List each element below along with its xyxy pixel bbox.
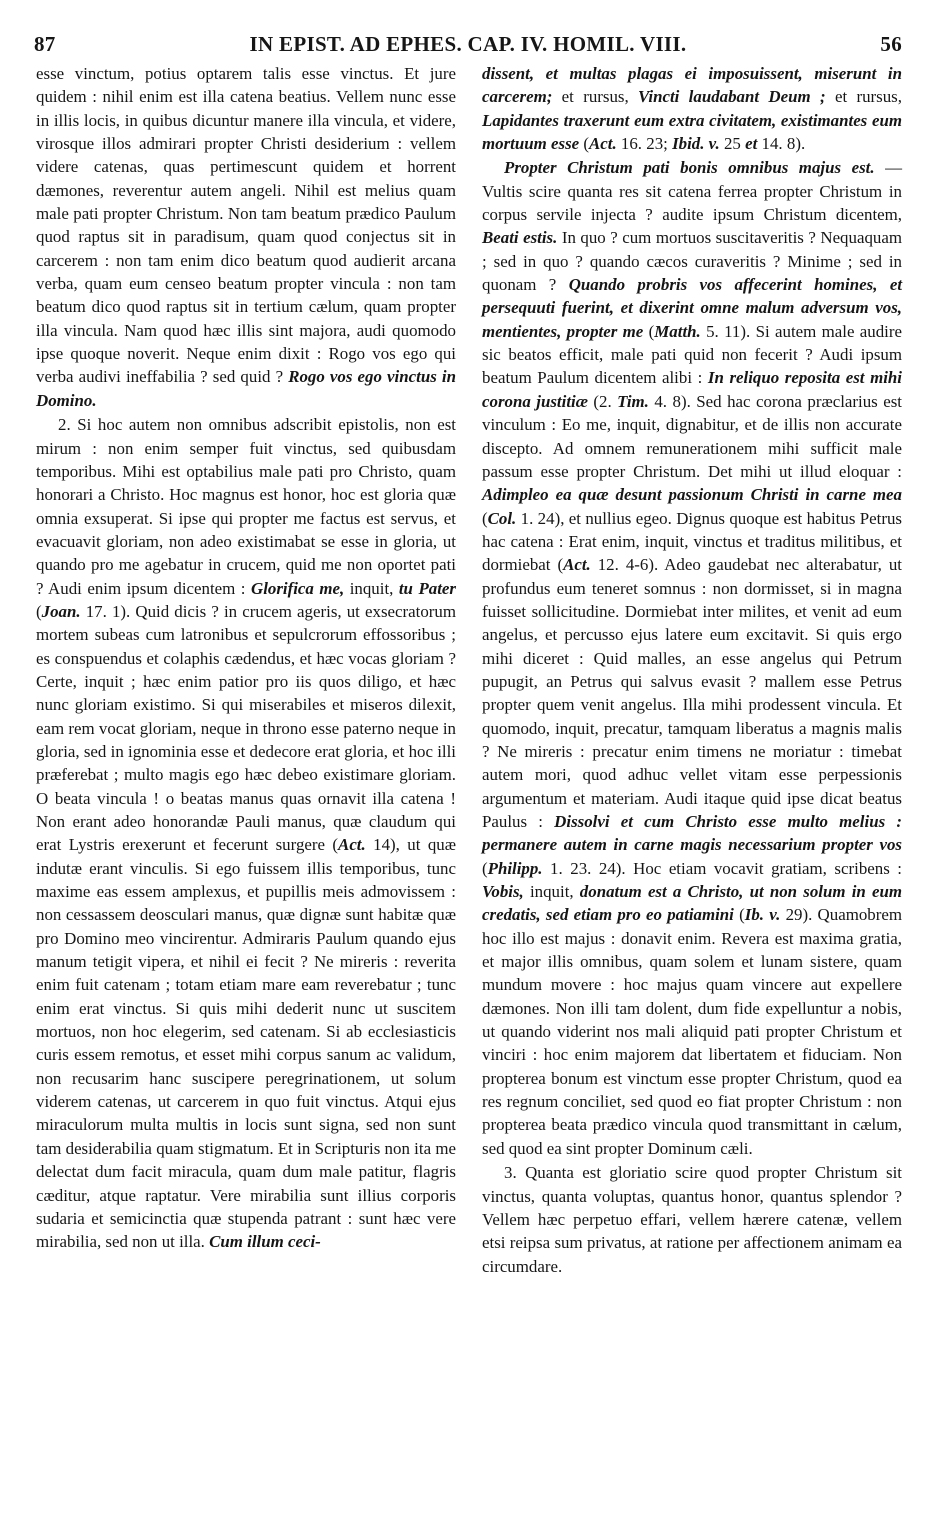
- text-run: inquit,: [523, 882, 580, 902]
- text-run: 29). Quamobrem hoc illo est majus : donavit enim. Revera est maxima gratia, et major illis omnibus, quam solem et lunam sistere, quam mundum movere : hoc majus quam vincere aut expellere dæmones. Non illi tam dolent, dum fide expelluntur a nobis, ut quando viderint nos mali aliquid pati propter Christum et vinciri : hoc enim majorem dat libertatem et fiduciam. Non propterea bonum est vinctum esse propter Christum, quod ea res regnum conciliet, sed quod eo fiat propter Christum : non propterea beata prædico vincula quod transmittant in cælum, sed quod ea sint propter Dominum cæli.: [482, 905, 902, 1158]
- italic-text: Adimpleo ea quæ desunt passionum Christi in carne mea: [482, 485, 902, 505]
- italic-text: Joan.: [41, 601, 81, 621]
- text-run: et rursus,: [825, 87, 902, 107]
- italic-text: Act.: [589, 134, 617, 154]
- page-number-left: 87: [34, 32, 56, 56]
- paragraph: [36, 413, 456, 1253]
- text-run: inquit,: [344, 578, 399, 598]
- italic-text: Lapidantes traxerunt eum extra civitatem, existimantes eum mortuum esse: [482, 110, 902, 154]
- text-run: 14), ut quæ indutæ erant vinculis. Si ego fuissem illis temporibus, tunc maxime eas essem amplexus, et pupillis meis admovissem : non cessassem deosculari manus, quæ dignæ sunt habitæ quæ pro Domino meo vincirentur. Admiraris Paulum quando ejus manum tetigit vipera, et nihil ei fecit ? Ne mireris : reverita enim fuit catenam ; totam etiam mare eam reverebatur ; tunc enim erat vinctus. Si quis mihi dederit nunc ut suscitem mortuos, non hoc elegerim, sed catenam. Si ab ecclesiasticis curis essem remotus, et esset mihi corpus sanum ac validum, non recusarim hanc suscipere peregrinationem, ut solum viderem catenas, ut carcerem in quo fuit vinctus. Atqui ejus miraculorum multa multis in locis sunt signa, sed non sunt tam desiderabilia quam stigmatum. Et in Scripturis non ita me delectat dum facit miracula, quam dum male patitur, flagris cæditur, atque raptatur. Vere mirabilia sunt illius corporis sudaria et semicinctia quæ stupenda patrant : sunt hæc vere mirabilia, sed non ut illa.: [36, 835, 456, 1252]
- italic-text: Vincti laudabant Deum ;: [638, 87, 826, 107]
- text-run: (: [482, 508, 488, 528]
- italic-text: Vobis,: [482, 882, 524, 902]
- italic-text: Ib. v.: [744, 905, 781, 925]
- italic-text: Tim.: [617, 391, 649, 411]
- text-run: 2. Si hoc autem non omnibus adscribit epistolis, non est mirum : non enim semper fuit vinctus, sed quibusdam temporibus. Mihi est optabilius male pati pro Christo, quam honorari a Christo. Hoc magnus est honor, hoc est gloria quæ omnia exsuperat. Si ipse qui propter me factus est servus, et evacuavit gloriam, non adeo existimabat se esse in gloria, ut quando pro me agebatur in crucem, quid me non oportet pati ? Audi enim ipsum dicentem :: [36, 415, 456, 598]
- paragraph: [36, 62, 456, 412]
- italic-text: Rogo vos ego vinctus in Domino.: [36, 367, 456, 410]
- italic-text: Quando probris vos affecerint homines, et persequuti fuerint, et dixerint omne malum adversum vos, mentientes, propter me: [482, 275, 903, 341]
- text-run: 17. 1). Quid dicis ? in crucem ageris, ut exsecratorum mortem subeas cum latronibus et sepulcrorum effossoribus ; es conspuendus et colaphis cædendus, et hæc vocas gloriam ? Certe, inquit ; hæc enim patior pro iis quos diligo, et hæc nunc gloriam existimo. Si qui miserabiles et miseros dilexit, eam rem vocat gloriam, neque in throno esse paterno neque in gloria, sed in ignominia esse et dedecore erat gloria, et hoc illi præferebat ; multo magis ego hæc debeo existimare gloriam. O beata vincula ! o beatas manus quas ornavit illa catena ! Non erant adeo honorandæ Pauli manus, quæ claudum qui erat Lystris erexerunt et fecerunt surgere (: [36, 601, 456, 855]
- text-run: (: [36, 601, 42, 621]
- italic-text: donatum est a Christo, ut non solum in eum credatis, sed etiam pro eo patiamini: [482, 882, 902, 925]
- italic-text: et: [745, 134, 758, 154]
- text-run: 1. 24), et nullius egeo. Dignus quoque est habitus Petrus hac catena : Erat enim, inquit, vinctus et traditus militibus, et dormiebat (: [482, 508, 902, 575]
- text-run: 16. 23;: [616, 134, 673, 154]
- text-run: (: [733, 905, 745, 925]
- italic-text: Act.: [338, 835, 366, 855]
- paragraph: [482, 156, 902, 1160]
- text-run: 14. 8).: [757, 134, 806, 154]
- text-run: 12. 4-6). Adeo gaudebat nec alterabatur, ut profundus eum teneret somnus : non dormisset, si in magna fuisset sollicitudine. Dormiebat inter milites, et venit ad eum angelus, et percusso ejus latere eum excitavit. Si quis ergo mihi diceret : Quid malles, an esse angelus qui Petrum pupugit, an Petrus qui salvus evasit ? mallem esse Petrus propter quem venit angelus. Illa mihi prodessent vincula. Et quomodo, inquit, precatur, tamquam liberatus a magnis malis ? Ne mireris : precatur enim timens ne moriatur : timebat autem mori, quod adhuc vellet vitam esse perpessionis argumentum et materiam. Audi itaque quid ipse dicat beatus Paulus :: [482, 555, 902, 831]
- paragraph: [482, 62, 902, 155]
- italic-text: tu Pater: [398, 578, 456, 598]
- text-run: 3. Quanta est gloriatio scire quod propter Christum sit vinctus, quanta voluptas, quantus honor, quantus splendor ? Vellem hæc perpetuo effari, vellem hærere catenæ, vellem etsi reipsa sum privatus, at ratione per affectionem animam ea circumdare.: [482, 1163, 902, 1276]
- text-run: (: [579, 134, 589, 154]
- italic-text: dissent, et multas plagas ei imposuissent, miserunt in carcerem;: [482, 64, 902, 107]
- italic-text: Propter Christum pati bonis omnibus majus est.: [504, 158, 875, 178]
- text-run: 1. 23. 24). Hoc etiam vocavit gratiam, scribens :: [542, 858, 902, 878]
- text-run: (: [482, 858, 488, 878]
- left-column: [36, 62, 456, 1254]
- italic-text: Dissolvi et cum Christo esse multo melius : permanere autem in carne magis necessarium propter vos: [482, 812, 902, 855]
- text-run: et rursus,: [552, 87, 639, 107]
- running-title: IN EPIST. AD EPHES. CAP. IV. HOMIL. VIII.: [249, 32, 687, 56]
- italic-text: Beati estis.: [482, 228, 558, 248]
- text-run: esse vinctum, potius optarem talis esse vinctus. Et jure quidem : nihil enim est illa catena beatius. Vellem nunc esse in illis locis, in quibus dicuntur manere illa vincula, et videre, virosque illos admirari propter Christi desiderium : vellem videre catenas, quas pertimescunt quidem et horrent dæmones, reverentur autem angeli. Nihil est melius quam male pati propter Christum. Non tam beatum prædico Paulum quod raptus sit in paradisum, quam quod conjectus sit in carcerem : non tam enim dico beatum quod audierit arcana verba, quam eum censeo beatum propter vincula : non tam beatum dico quod raptus sit in tertium cælum, quam propter illa vincula. Nam quod hæc illis sint majora, audi quomodo ipse quoque noverit. Neque enim dixit : Rogo vos ego qui verba audivi ineffabilia ? sed quid ?: [36, 64, 456, 387]
- italic-text: Act.: [563, 555, 591, 575]
- italic-text: Philipp.: [487, 858, 543, 878]
- text-run: 5. 11). Si autem male audire sic beatos efficit, male pati quid non fecerit ? Audi ipsum beatum Paulum dicentem alibi :: [482, 321, 902, 388]
- text-run: (: [643, 321, 655, 341]
- paragraph: [482, 1161, 902, 1278]
- page-number-right: 56: [880, 32, 902, 56]
- text-run: 25: [719, 134, 746, 154]
- text-run: 4. 8). Sed hac corona præclarius est vinculum : Eo me, inquit, dignabitur, et de illis non accurate discepto. Ad omnem remunerationem mihi sufficit male passum esse propter Christum. Det mihi ut illud eloquar :: [482, 391, 902, 481]
- italic-text: Matth.: [654, 321, 701, 341]
- right-column: [482, 62, 902, 1278]
- text-run: In quo ? cum mortuos suscitaveritis ? Nequaquam ; sed in quo ? quando cæcos curaveritis ? Minime ; sed in quonam ?: [482, 228, 902, 295]
- italic-text: Ibid. v.: [672, 134, 720, 154]
- text-run: — Vultis scire quanta res sit catena ferrea propter Christum in corpus servile injecta ? audite ipsum Christum dicentem,: [482, 158, 902, 225]
- italic-text: Cum illum ceci-: [209, 1232, 321, 1252]
- italic-text: In reliquo reposita est mihi corona justitiæ: [482, 368, 902, 411]
- page-header: [34, 32, 902, 58]
- text-run: (2.: [587, 391, 618, 411]
- italic-text: Glorifica me,: [251, 578, 345, 598]
- italic-text: Col.: [487, 508, 517, 528]
